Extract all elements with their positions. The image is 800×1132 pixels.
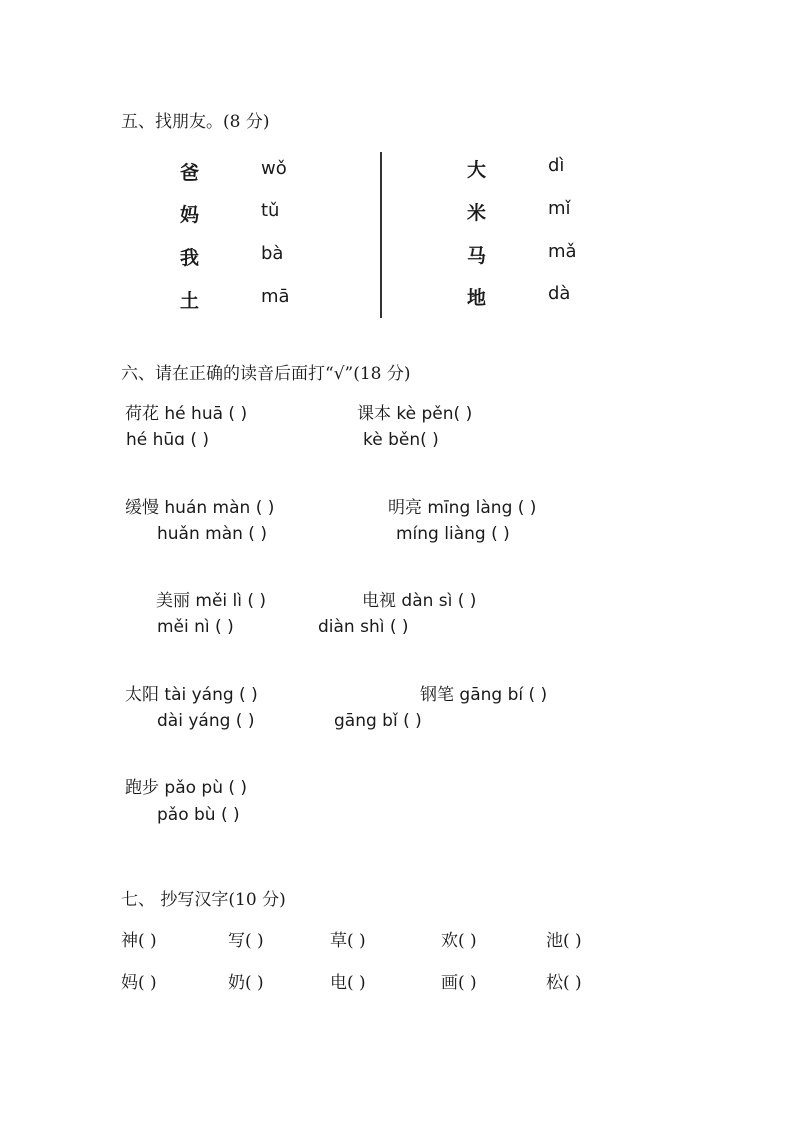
pinyin-choice-3: hé hūɑ ( ) <box>126 430 210 450</box>
pinyin-choice-18: pǎo bù ( ) <box>157 805 240 825</box>
match-left-char-3: 我 <box>180 247 200 269</box>
copy-box-5: 池( ) <box>546 931 582 951</box>
pinyin-choice-9: 美丽 měi lì ( ) <box>156 591 267 611</box>
match-left-pinyin-1: wǒ <box>261 158 287 179</box>
match-right-char-4: 地 <box>467 287 487 309</box>
pinyin-choice-13: 太阳 tài yáng ( ) <box>125 685 258 705</box>
section-7-heading: 七、 抄写汉字(10 分) <box>121 890 286 910</box>
pinyin-choice-4: kè běn( ) <box>363 430 439 450</box>
match-right-char-2: 米 <box>467 202 487 224</box>
copy-box-8: 电( ) <box>330 973 366 993</box>
match-right-pinyin-4: dà <box>548 283 571 304</box>
copy-box-10: 松( ) <box>546 973 582 993</box>
pinyin-choice-8: míng liàng ( ) <box>396 524 510 544</box>
match-right-char-3: 马 <box>467 245 487 267</box>
pinyin-choice-11: měi nì ( ) <box>157 617 234 637</box>
pinyin-choice-16: gāng bǐ ( ) <box>334 711 422 731</box>
pinyin-choice-17: 跑步 pǎo pù ( ) <box>125 778 248 798</box>
pinyin-choice-2: 课本 kè pěn( ) <box>357 404 473 424</box>
section-6-heading: 六、请在正确的读音后面打“√”(18 分) <box>121 364 411 384</box>
match-left-char-1: 爸 <box>180 162 200 184</box>
section-5-heading: 五、找朋友。(8 分) <box>121 112 270 132</box>
match-left-pinyin-3: bà <box>261 243 284 264</box>
pinyin-choice-6: 明亮 mīng làng ( ) <box>388 498 537 518</box>
match-right-pinyin-2: mǐ <box>548 198 571 219</box>
pinyin-choice-7: huǎn màn ( ) <box>157 524 267 544</box>
copy-box-1: 神( ) <box>121 931 157 951</box>
copy-box-7: 奶( ) <box>228 973 264 993</box>
pinyin-choice-12: diàn shì ( ) <box>318 617 409 637</box>
copy-box-9: 画( ) <box>441 973 477 993</box>
match-right-pinyin-1: dì <box>548 155 565 176</box>
match-left-pinyin-2: tǔ <box>261 200 280 221</box>
match-left-char-4: 土 <box>180 290 200 312</box>
pinyin-choice-5: 缓慢 huán màn ( ) <box>125 498 275 518</box>
match-right-pinyin-3: mǎ <box>548 241 577 262</box>
copy-box-4: 欢( ) <box>441 931 477 951</box>
pinyin-choice-10: 电视 dàn sì ( ) <box>362 591 477 611</box>
copy-box-3: 草( ) <box>330 931 366 951</box>
match-right-char-1: 大 <box>467 159 487 181</box>
match-left-pinyin-4: mā <box>261 286 290 307</box>
copy-box-2: 写( ) <box>228 931 264 951</box>
copy-box-6: 妈( ) <box>121 973 157 993</box>
pinyin-choice-14: 钢笔 gāng bí ( ) <box>420 685 548 705</box>
pinyin-choice-1: 荷花 hé huā ( ) <box>125 404 248 424</box>
pinyin-choice-15: dài yáng ( ) <box>157 711 255 731</box>
match-divider <box>380 152 382 318</box>
match-left-char-2: 妈 <box>180 204 200 226</box>
